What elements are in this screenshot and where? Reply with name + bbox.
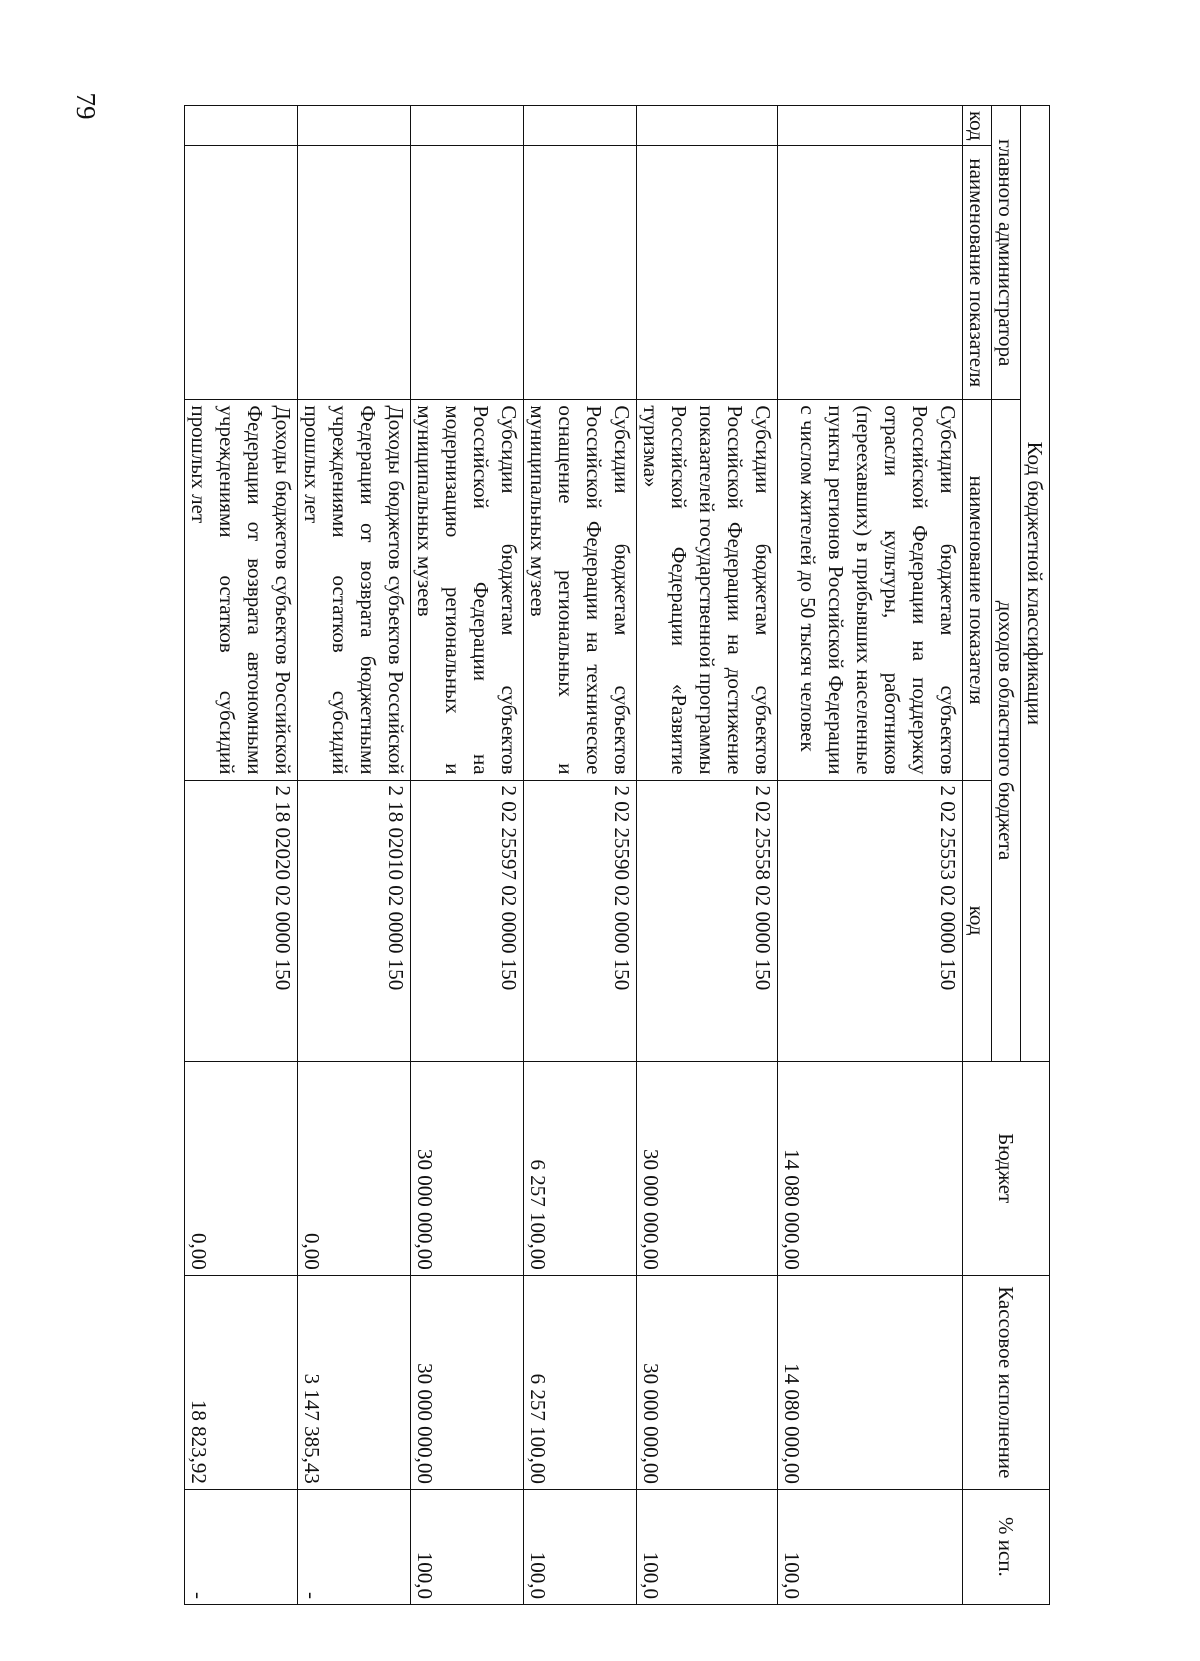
table-row [298,106,411,1605]
row-admin-code [778,106,963,146]
table-row [411,106,524,1605]
table-row [778,106,963,1605]
row-percent: 100,0 [524,1489,637,1604]
row-admin-code [411,106,524,146]
row-cash: 30 000 000,00 [411,1275,524,1489]
rotated-page-content [170,105,1050,1605]
budget-table [184,105,1050,1605]
row-admin-code [637,106,778,146]
row-code: 2 02 25597 02 0000 150 [411,780,524,1061]
header-main-admin: главного администратора [992,106,1021,400]
row-budget: 30 000 000,00 [411,1061,524,1275]
row-indicator-name: Субсидии бюджетам субъектов Российской Федерации на техническое оснащение региональных и муниципальных музеев [524,400,637,780]
row-percent: 100,0 [778,1489,963,1604]
header-revenue-indicator-name: наименование показателя [963,400,992,780]
row-indicator-name: Субсидии бюджетам субъектов Российской Федерации на достижение показателей государственной программы Российской Федерации «Развитие туризма» [637,400,778,780]
row-admin-code [298,106,411,146]
row-admin-name [185,146,298,400]
row-budget: 14 080 000,00 [778,1061,963,1275]
header-admin-code: код [963,106,992,146]
header-percent: % исп. [963,1489,1050,1604]
row-admin-name [411,146,524,400]
header-row-1 [1021,106,1050,1605]
table-row [185,106,298,1605]
row-code: 2 02 25553 02 0000 150 [778,780,963,1061]
header-classification: Код бюджетной классификации [1021,106,1050,1062]
row-percent: - [298,1489,411,1604]
row-budget: 6 257 100,00 [524,1061,637,1275]
row-admin-name [524,146,637,400]
row-admin-code [185,106,298,146]
row-budget: 30 000 000,00 [637,1061,778,1275]
header-regional-revenue: доходов областного бюджета [992,400,1021,1061]
header-budget: Бюджет [963,1061,1050,1275]
header-revenue-code: код [963,780,992,1061]
row-budget: 0,00 [298,1061,411,1275]
row-percent: 100,0 [411,1489,524,1604]
table-row [524,106,637,1605]
row-percent: - [185,1489,298,1604]
row-budget: 0,00 [185,1061,298,1275]
row-percent: 100,0 [637,1489,778,1604]
row-code: 2 02 25590 02 0000 150 [524,780,637,1061]
row-cash: 18 823,92 [185,1275,298,1489]
table-row [637,106,778,1605]
row-admin-name [298,146,411,400]
row-code: 2 02 25558 02 0000 150 [637,780,778,1061]
row-cash: 14 080 000,00 [778,1275,963,1489]
header-admin-indicator-name: наименование показателя [963,146,992,400]
row-code: 2 18 02010 02 0000 150 [298,780,411,1061]
row-admin-name [637,146,778,400]
row-code: 2 18 02020 02 0000 150 [185,780,298,1061]
row-cash: 30 000 000,00 [637,1275,778,1489]
row-cash: 6 257 100,00 [524,1275,637,1489]
row-indicator-name: Доходы бюджетов субъектов Российской Федерации от возврата автономными учреждениями остатков субсидий прошлых лет [185,400,298,780]
row-cash: 3 147 385,43 [298,1275,411,1489]
row-admin-name [778,146,963,400]
row-indicator-name: Доходы бюджетов субъектов Российской Федерации от возврата бюджетными учреждениями остатков субсидий прошлых лет [298,400,411,780]
header-cash-execution: Кассовое исполнение [963,1275,1050,1489]
row-indicator-name: Субсидии бюджетам субъектов Российской Федерации на поддержку отрасли культуры, работников (переехавших) в прибывших населенные пункты регионов Российской Федерации с числом жителей до 50 тысяч человек [778,400,963,780]
page-number: 79 [71,92,101,120]
row-indicator-name: Субсидии бюджетам субъектов Российской Федерации на модернизацию региональных и муниципальных музеев [411,400,524,780]
row-admin-code [524,106,637,146]
